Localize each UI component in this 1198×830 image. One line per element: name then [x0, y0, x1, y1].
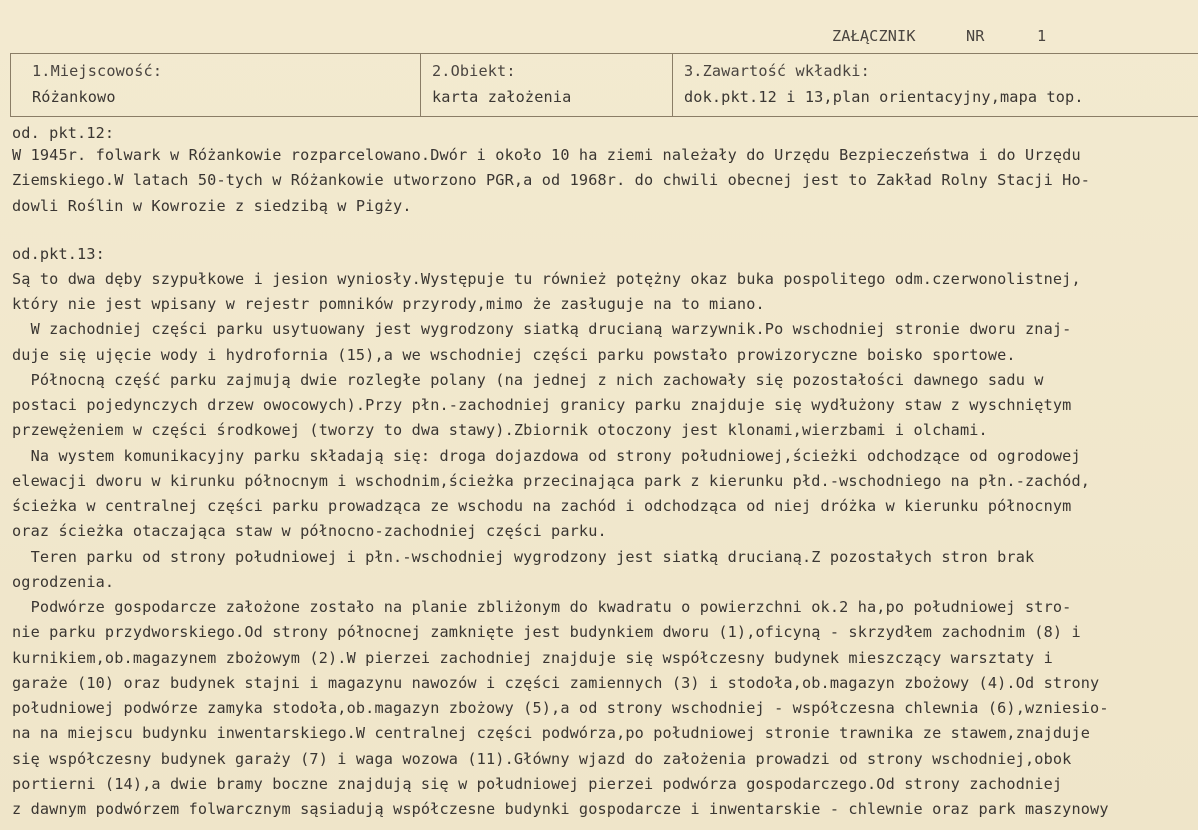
- object-label: 2.Obiekt:: [432, 62, 516, 80]
- section-12-line: Ziemskiego.W latach 50-tych w Różankowie utworzono PGR,a od 1968r. do chwili obecnej jest to Zakład Rolny Stacji Ho-: [12, 171, 1091, 189]
- section-13-line: na na miejscu budynku inwentarskiego.W centralnej części podwórza,po południowej stronie trawnika ze stawem,znajduje: [12, 724, 1091, 742]
- section-13-line: Podwórze gospodarcze założone zostało na planie zbliżonym do kwadratu o powierzchni ok.2 ha,po południowej stro-: [12, 598, 1072, 616]
- section-13-line: przewężeniem w części środkowej (tworzy to dwa stawy).Zbiornik otoczony jest klonami,wierzbami i olchami.: [12, 421, 988, 439]
- section-12-line: dowli Roślin w Kowrozie z siedzibą w Pigży.: [12, 197, 412, 215]
- section-13-line: garaże (10) oraz budynek stajni i magazynu nawozów i części zamiennych (3) i stodoła,ob.magazyn zbożowy (4).Od strony: [12, 674, 1100, 692]
- section-13-line: W zachodniej części parku usytuowany jest wygrodzony siatką drucianą warzywnik.Po wschodniej stronie dworu znaj-: [12, 320, 1072, 338]
- frame-left-rule: [10, 53, 11, 116]
- section-12-line: W 1945r. folwark w Różankowie rozparcelowano.Dwór i około 10 ha ziemi należały do Urzędu Bezpieczeństwa i do Urzędu: [12, 146, 1081, 164]
- section-13-line: który nie jest wpisany w rejestr pomników przyrody,mimo że zasługuje na to miano.: [12, 295, 765, 313]
- section-13-line: elewacji dworu w kirunku północnym i wschodnim,ścieżka przecinająca park z kierunku płd.-wschodniego na płn.-zachód,: [12, 472, 1091, 490]
- section-13-line: portierni (14),a dwie bramy boczne znajdują się w południowej pierzei podwórza gospodarczego.Od strony zachodniej: [12, 775, 1063, 793]
- header-bottom-rule: [10, 116, 1198, 117]
- section-13-line: Są to dwa dęby szypułkowe i jesion wyniosły.Występuje tu również potężny okaz buka pospolitego odm.czerwonolistnej,: [12, 270, 1081, 288]
- section-12-heading: od. pkt.12:: [12, 124, 115, 142]
- section-13-line: Północną część parku zajmują dwie rozległe polany (na jednej z nich zachowały się pozostałości dawnego sadu w: [12, 371, 1044, 389]
- section-13-line: ścieżka w centralnej części parku prowadząca ze wschodu na zachód i odchodząca od niej dróżka w kierunku północnym: [12, 497, 1072, 515]
- field-divider-1: [420, 53, 421, 116]
- section-13-line: ogrodzenia.: [12, 573, 115, 591]
- section-13-line: się współczesny budynek garaży (7) i waga wozowa (11).Główny wjazd do założenia prowadzi od strony wschodniej,obok: [12, 750, 1072, 768]
- section-13-line: oraz ścieżka otaczająca staw w północno-zachodniej części parku.: [12, 522, 607, 540]
- field-divider-2: [672, 53, 673, 116]
- section-13-line: Na wystem komunikacyjny parku składają się: droga dojazdowa od strony południowej,ścieżki odchodzące od ogrodowej: [12, 447, 1081, 465]
- section-13-line: nie parku przydworskiego.Od strony północnej zamknięte jest budynkiem dworu (1),oficyną - skrzydłem zachodnim (8) i: [12, 623, 1081, 641]
- section-13-line: kurnikiem,ob.magazynem zbożowym (2).W pierzei zachodniej znajduje się współczesny budynek mieszczący warsztaty i: [12, 649, 1053, 667]
- section-13-line: z dawnym podwórzem folwarcznym sąsiadują współczesne budynki gospodarcze i inwentarskie - chlewnie oraz park maszynowy: [12, 800, 1109, 818]
- contents-value: dok.pkt.12 i 13,plan orientacyjny,mapa top.: [684, 88, 1084, 106]
- contents-label: 3.Zawartość wkładki:: [684, 62, 870, 80]
- locality-label: 1.Miejscowość:: [32, 62, 163, 80]
- number-label: NR: [966, 27, 985, 45]
- locality-value: Różankowo: [32, 88, 116, 106]
- attachment-label: ZAŁĄCZNIK: [832, 27, 916, 45]
- section-13-line: postaci pojedynczych drzew owocowych).Przy płn.-zachodniej granicy parku znajduje się wydłużony staw z wyschniętym: [12, 396, 1072, 414]
- section-13-line: Teren parku od strony południowej i płn.-wschodniej wygrodzony jest siatką drucianą.Z pozostałych stron brak: [12, 548, 1035, 566]
- section-13-line: duje się ujęcie wody i hydrofornia (15),a we wschodniej części parku powstało prowizoryczne boisko sportowe.: [12, 346, 1016, 364]
- section-13-line: południowej podwórze zamyka stodoła,ob.magazyn zbożowy (5),a od strony wschodniej - współczesna chlewnia (6),wzniesio-: [12, 699, 1109, 717]
- header-top-rule: [10, 53, 1198, 54]
- object-value: karta założenia: [432, 88, 572, 106]
- number-value: 1: [1037, 27, 1047, 45]
- section-13-heading: od.pkt.13:: [12, 245, 105, 263]
